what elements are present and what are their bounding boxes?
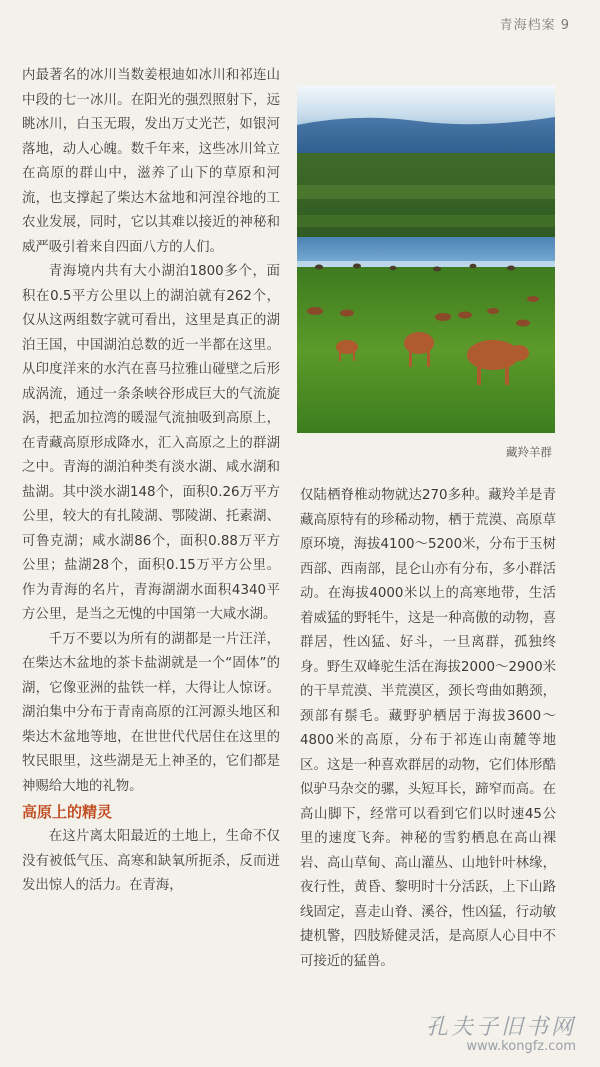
watermark (426, 1010, 576, 1054)
antelope-herd-photo (297, 85, 555, 433)
paragraph: 仅陆栖脊椎动物就达270多种。藏羚羊是青藏高原特有的珍稀动物，栖于荒漠、高原草原环境，海拔4100～5200米，分布于玉树西部、西南部，昆仑山亦有分布，多小群活动。在海拔4000米以上的高寒地带，生活着威猛的野牦牛，这是一种高傲的动物，喜群居，性凶猛、好斗，一旦离群，孤独终身。野生双峰驼生活在海拔2000～2900米的干旱荒漠、半荒漠区，颈长弯曲如鹅颈，颈部有鬃毛。藏野驴栖居于海拔3600～4800米的高原，分布于祁连山南麓等地区。这是一种喜欢群居的动物，它们体形酷似驴马杂交的骡，头短耳长，蹄窄而高。在高山脚下，经常可以看到它们以时速45公里的速度飞奔。神秘的雪豹栖息在高山裸岩、高山草甸、高山灌丛、山地针叶林缘，夜行性，黄昏、黎明时十分活跃，上下山路线固定，喜走山脊、溪谷，性凶猛，行动敏捷机警，四肢矫健灵活，是高原人心目中不可接近的猛兽。 (300, 488, 556, 969)
watermark-title: 孔夫子旧书网 (425, 1015, 576, 1040)
photo-caption: 藏羚羊群 (506, 445, 552, 459)
running-header: 青海档案 9 (499, 18, 570, 33)
paragraph: 内最著名的冰川当数姜根迪如冰川和祁连山中段的七一冰川。在阳光的强烈照射下，远眺冰川，白玉无瑕，发出万丈光芒，如银河落地，动人心魄。数千年来，这些冰川耸立在高原的群山中，滋养了山下的草原和河流，也支撑起了柴达木盆地和河湟谷地的工农业发展，同时，它以其难以接近的神秘和威严吸引着来自四面八方的人们。 (22, 68, 280, 255)
paragraph: 青海境内共有大小湖泊1800多个，面积在0.5平方公里以上的湖泊就有262个，仅从这两组数字就可看出，这里是真正的湖泊王国，中国湖泊总数的近一半都在这里。从印度洋来的水汽在喜马拉雅山碰壁之后形成涡流，通过一条条峡谷形成巨大的气流旋涡，把孟加拉湾的暖湿气流抽吸到高原上，在青藏高原形成降水，汇入高原之上的群湖之中。青海的湖泊种类有淡水湖、咸水湖和盐湖。其中淡水湖148个，面积0.26万平方公里，较大的有扎陵湖、鄂陵湖、托素湖、可鲁克湖；咸水湖86个，面积0.88万平方公里；盐湖28个，面积0.15万平方公里。作为青海的名片，青海湖湖水面积4340平方公里，是当之无愧的中国第一大咸水湖。 (22, 264, 280, 622)
section-title: 高原上的精灵 (22, 803, 113, 821)
paragraph: 在这片离太阳最近的土地上，生命不仅没有被低气压、高寒和缺氧所扼杀，反而迸发出惊人的活力。在青海， (22, 829, 280, 893)
right-column (300, 484, 556, 974)
watermark-url: www.kongfz.com (466, 1039, 576, 1054)
left-column (22, 64, 280, 899)
paragraph: 千万不要以为所有的湖都是一片汪洋，在柴达木盆地的茶卡盐湖就是一个“固体”的湖，它像亚洲的盐铁一样，大得让人惊讶。湖泊集中分布于青南高原的江河源头地区和柴达木盆地等地，在世世代代居住在这里的牧民眼里，这些湖是无上神圣的，它们都是神赐给大地的礼物。 (22, 631, 280, 794)
